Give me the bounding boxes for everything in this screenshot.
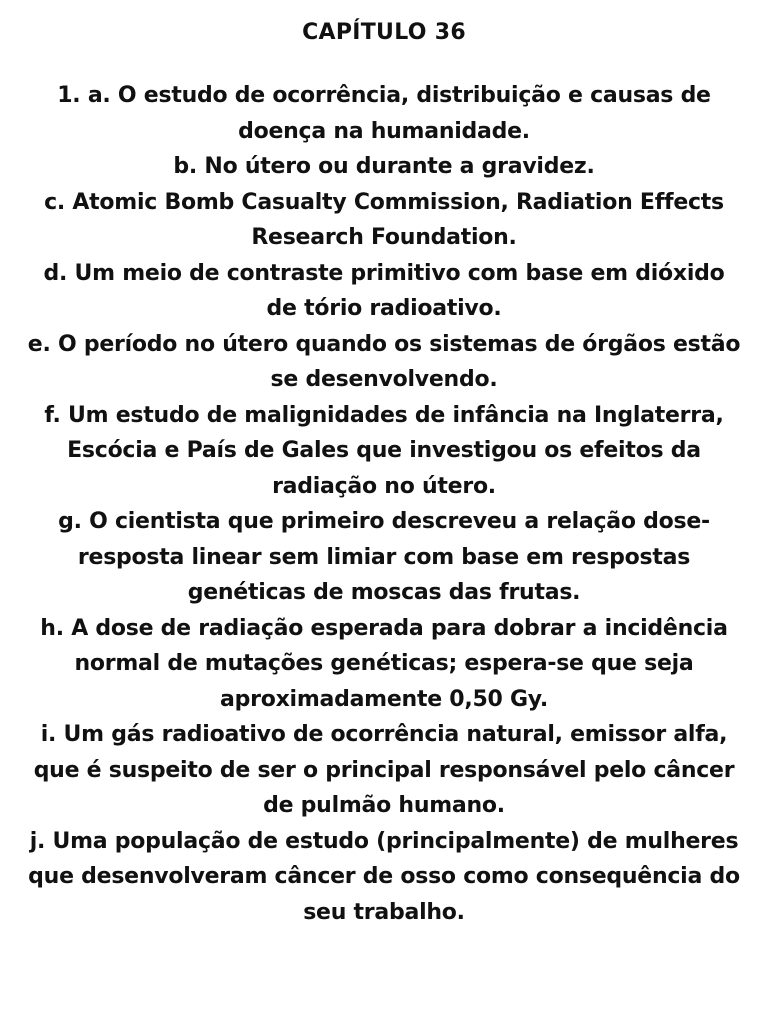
- answer-1i: i. Um gás radioativo de ocorrência natural, emissor alfa, que é suspeito de ser o principal responsável pelo câncer de pulmão humano.: [33, 722, 735, 818]
- answer-1g: g. O cientista que primeiro descreveu a relação dose-resposta linear sem limiar com base em respostas genéticas de moscas das frutas.: [58, 509, 710, 605]
- answer-1h: h. A dose de radiação esperada para dobrar a incidência normal de mutações genéticas; espera-se que seja aproximadamente 0,50 Gy.: [40, 615, 728, 712]
- answer-list: [26, 78, 742, 930]
- answer-1j: j. Uma população de estudo (principalmente) de mulheres que desenvolveram câncer de osso como consequência do seu trabalho.: [28, 828, 740, 925]
- answer-1b: b. No útero ou durante a gravidez.: [173, 154, 595, 179]
- chapter-title: CAPÍTULO 36: [302, 20, 466, 45]
- answer-1e: e. O período no útero quando os sistemas de órgãos estão se desenvolvendo.: [27, 331, 741, 392]
- answer-1d: d. Um meio de contraste primitivo com base em dióxido de tório radioativo.: [43, 260, 725, 321]
- answer-1f: f. Um estudo de malignidades de infância na Inglaterra, Escócia e País de Gales que investigou os efeitos da radiação no útero.: [44, 402, 724, 499]
- answer-1c: c. Atomic Bomb Casualty Commission, Radiation Effects Research Foundation.: [44, 189, 724, 250]
- answer-1a: 1. a. O estudo de ocorrência, distribuição e causas de doença na humanidade.: [57, 83, 711, 144]
